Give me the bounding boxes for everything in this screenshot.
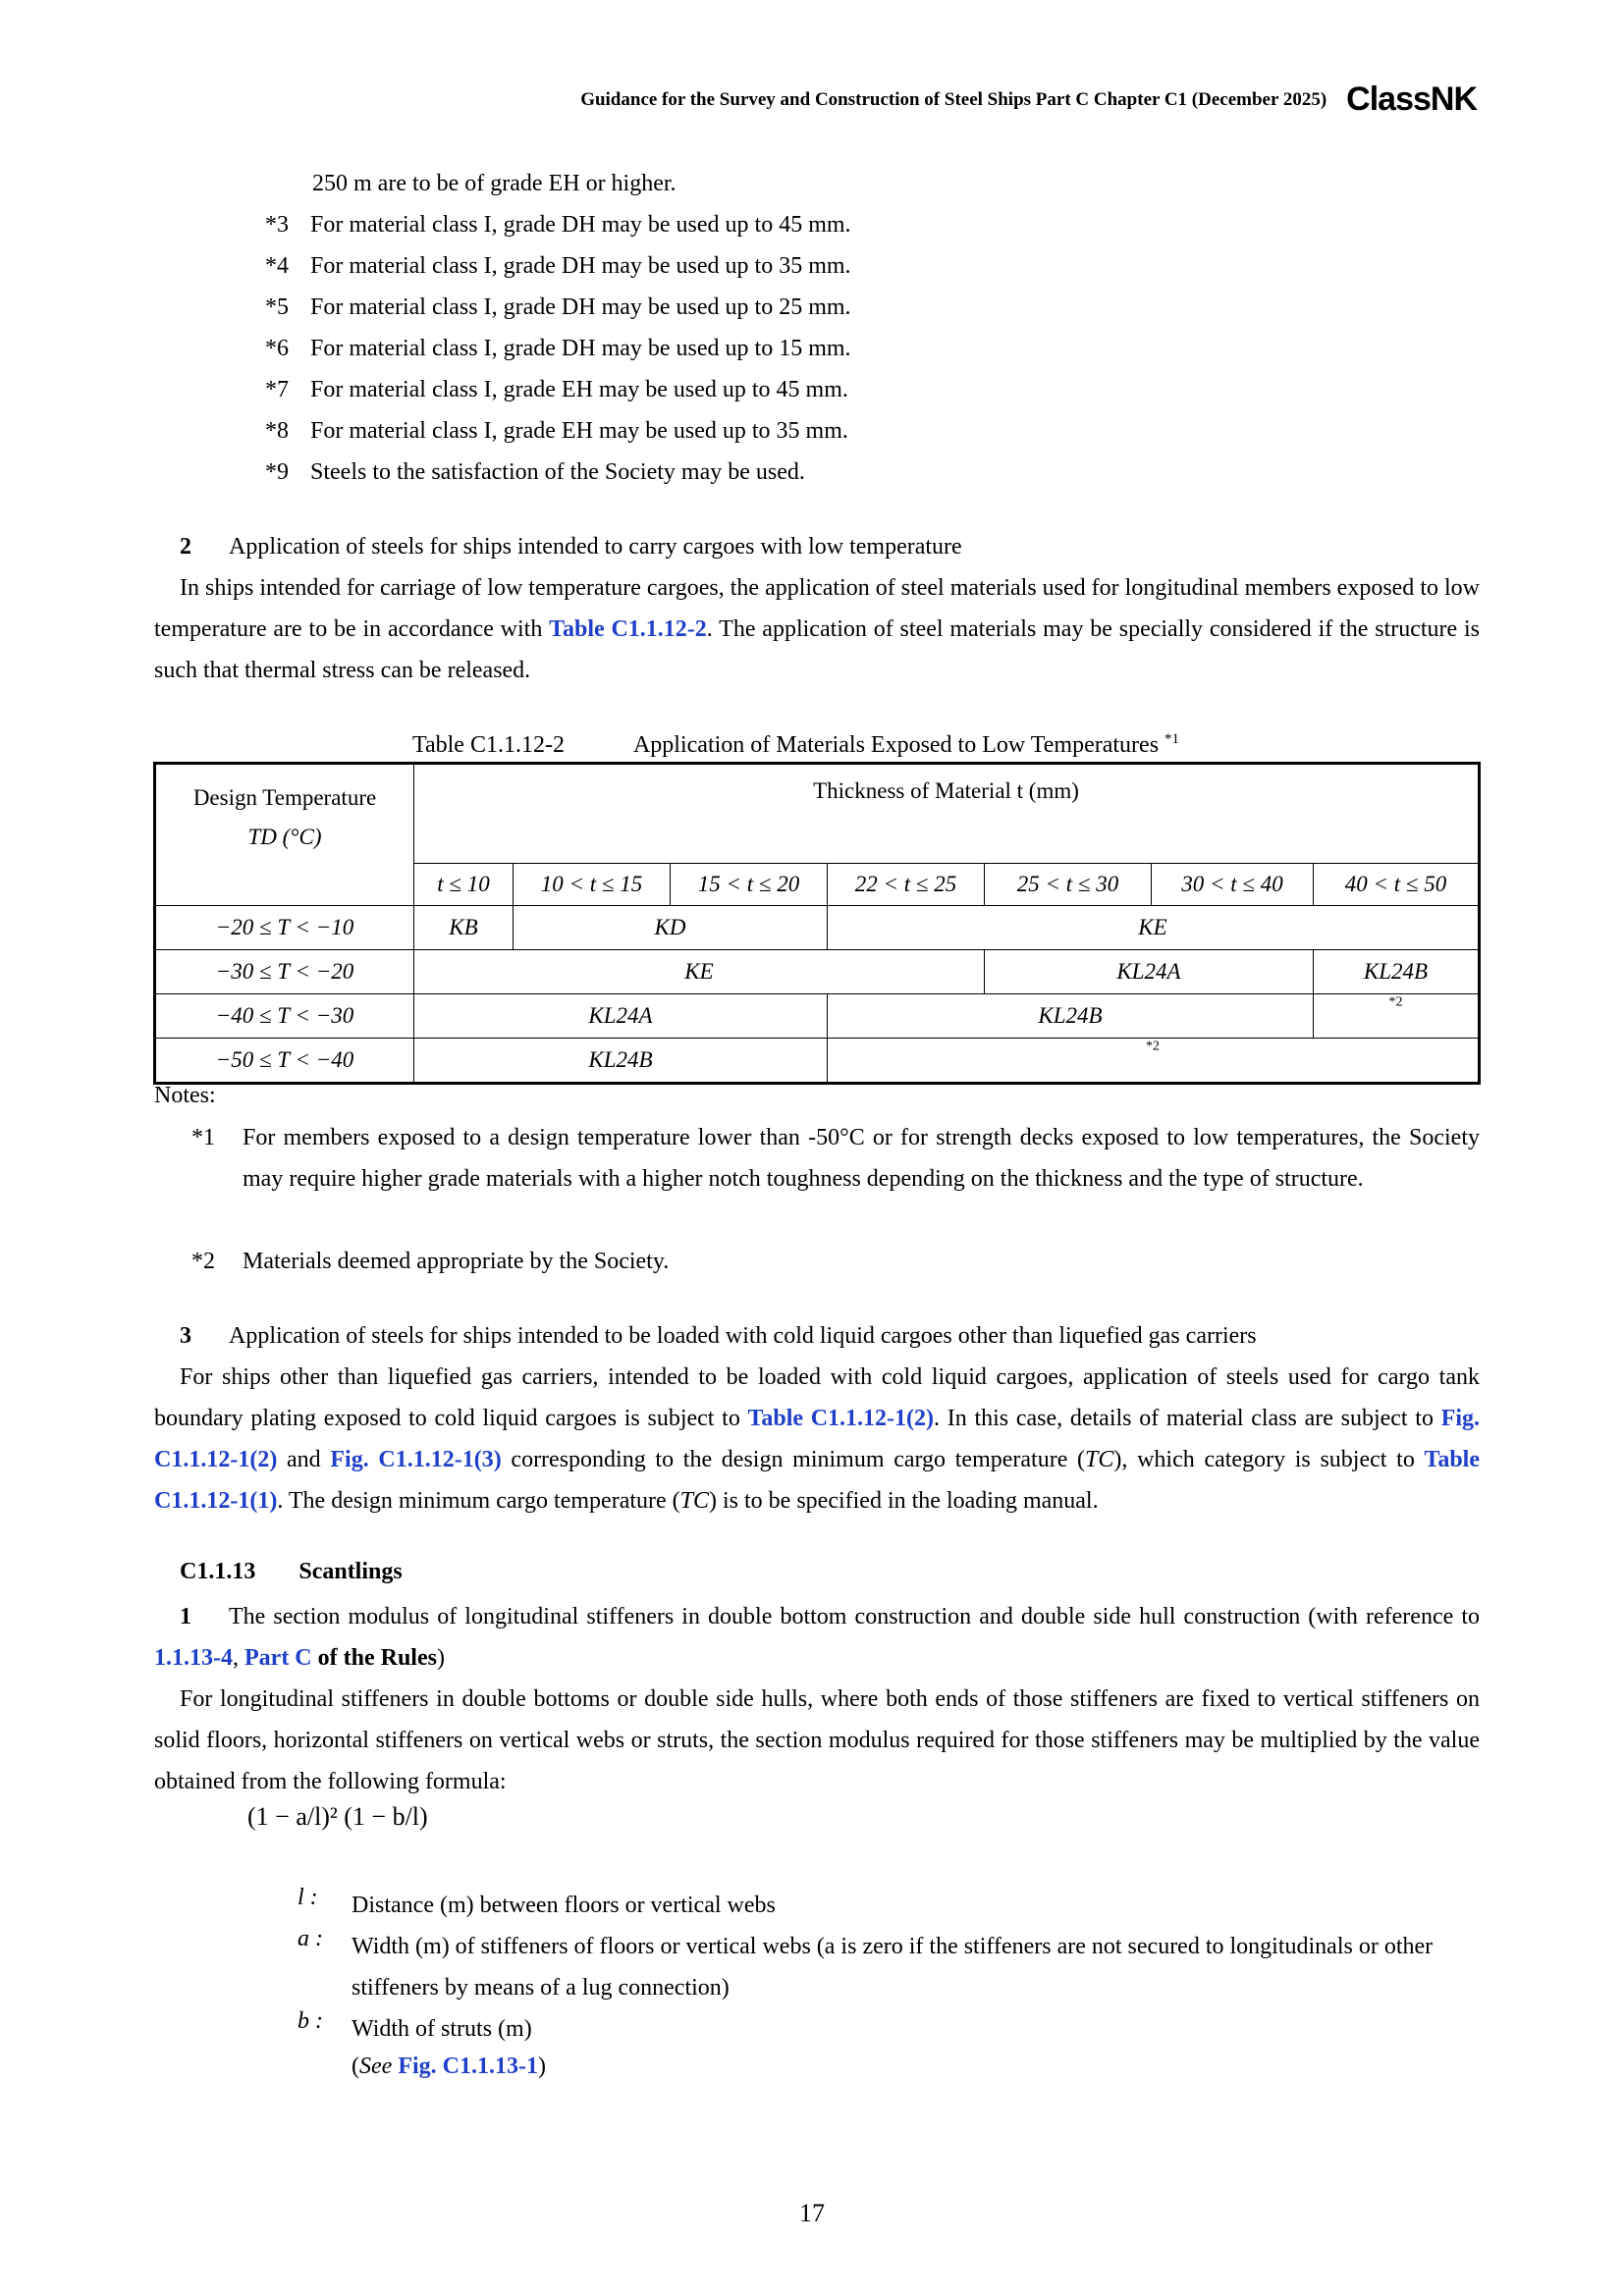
grade-cell: KB (414, 906, 514, 950)
footnote-mark: *2 (191, 1249, 215, 1274)
definition-symbol: b : (298, 2008, 323, 2034)
list-item (312, 169, 677, 198)
note-text: For members exposed to a design temperature lower than -50°C or for strength decks exposed to low temperatures, the Society may require higher grade materials with a higher notch toughness depending on the thickness and the type of structure. (243, 1125, 1480, 1192)
body-text: For ships other than liquefied gas carriers, intended to be loaded with cold liquid cargoes, application of steels used for cargo tank boundary plating exposed to cold liquid cargoes is subject to (154, 1364, 1480, 1431)
figure-link[interactable]: Fig. C1.1.12-1(2) (154, 1406, 1481, 1472)
grade-cell: KL24A (414, 994, 828, 1039)
grade-cell: KL24A (985, 950, 1314, 994)
paragraph-heading-text: Application of steels for ships intended to be loaded with cold liquid cargoes other than liquefied gas carriers (229, 1323, 1257, 1349)
list-item (265, 334, 851, 363)
table-link[interactable]: Table C1.1.12-1(1) (154, 1447, 1480, 1514)
body-text: ( (352, 2054, 359, 2079)
footnote-mark: *4 (265, 253, 289, 279)
design-temperature-header (155, 764, 414, 906)
temperature-cell: −20 ≤ T < −10 (155, 906, 414, 950)
paragraph-number: 2 (180, 534, 191, 560)
paragraph-number: 3 (180, 1323, 191, 1349)
list-item (265, 293, 851, 322)
footnote-mark: *1 (1164, 731, 1180, 747)
thickness-range: 30 < t ≤ 40 (1152, 864, 1314, 906)
section-number: C1.1.13 (180, 1559, 256, 1584)
footnote-mark: *7 (265, 377, 289, 402)
temperature-cell: −30 ≤ T < −20 (155, 950, 414, 994)
body-text: . The design minimum cargo temperature ( (277, 1488, 680, 1514)
paragraph-heading-text: Application of steels for ships intended to carry cargoes with low temperature (229, 534, 962, 560)
grade-cell: KE (828, 906, 1480, 950)
definition-item (298, 1885, 1481, 1926)
list-item (265, 457, 805, 487)
table-caption (412, 731, 1179, 759)
paragraph-heading (180, 1321, 1257, 1351)
body-text: In ships intended for carriage of low temperature cargoes, the application of steel materials used for longitudinal members exposed to low temperature are to be in accordance with (154, 575, 1480, 642)
body-text: ), which category is subject to (1113, 1447, 1425, 1472)
notes-heading: Notes: (154, 1083, 216, 1108)
note-item (154, 1241, 1480, 1282)
body-text: . In this case, details of material class are subject to (934, 1406, 1441, 1431)
rule-link[interactable]: Part C (244, 1645, 312, 1671)
body-text: ) (436, 1645, 445, 1671)
body-text: of the Rules (311, 1645, 437, 1671)
definition-item (298, 2008, 1481, 2050)
body-text: . The application of steel materials may be specially considered if the structure is such that thermal stress can be released. (154, 616, 1481, 683)
paragraph-body (154, 1357, 1480, 1522)
list-item (265, 416, 848, 446)
page-header (580, 80, 1477, 119)
paragraph-body: For longitudinal stiffeners in double bottoms or double side hulls, where both ends of those stiffeners are fixed to vertical stiffeners on solid floors, horizontal stiffeners on vertical webs or struts, the section modulus required for those stiffeners may be multiplied by the value obtained from the following formula: (154, 1686, 1480, 1794)
thickness-header: Thickness of Material t (mm) (414, 764, 1480, 864)
formula: (1 − a/l)² (1 − b/l) (247, 1802, 428, 1831)
table-title: Application of Materials Exposed to Low Temperatures (632, 732, 1160, 758)
table-link[interactable]: Table C1.1.12-1(2) (747, 1406, 935, 1431)
header-label: Design Temperature (192, 785, 377, 810)
grade-cell: KL24B (414, 1039, 828, 1084)
list-item-text: For material class I, grade EH may be used up to 45 mm. (310, 377, 848, 402)
symbol-tc: TC (1085, 1447, 1114, 1472)
paragraph-heading (154, 1596, 1480, 1679)
thickness-range: t ≤ 10 (414, 864, 514, 906)
footnote-mark: *2 (1388, 994, 1403, 1010)
symbol-tc: TC (679, 1488, 710, 1514)
figure-link[interactable]: Fig. C1.1.12-1(3) (330, 1447, 502, 1472)
thickness-range: 40 < t ≤ 50 (1314, 864, 1480, 906)
body-text: ) is to be specified in the loading manual. (709, 1488, 1099, 1514)
grade-cell: KL24B (1314, 950, 1480, 994)
footnote-mark: *1 (191, 1125, 215, 1150)
thickness-range: 25 < t ≤ 30 (985, 864, 1152, 906)
footnote-mark: *2 (1146, 1039, 1160, 1054)
materials-table (153, 762, 1481, 1085)
definition-symbol: l : (298, 1885, 318, 1910)
list-item (265, 210, 851, 240)
note-item (154, 1117, 1480, 1200)
paragraph-body (154, 567, 1480, 691)
section-heading (180, 1559, 403, 1585)
footnote-mark: *3 (265, 212, 289, 238)
table-row (155, 994, 1480, 1039)
thickness-range: 10 < t ≤ 15 (514, 864, 671, 906)
note-text: Materials deemed appropriate by the Society. (243, 1249, 670, 1274)
footnote-mark: *8 (265, 418, 289, 444)
section-title: Scantlings (298, 1559, 403, 1584)
definition-symbol: a : (298, 1926, 323, 1951)
body-text: , (233, 1645, 244, 1671)
list-item-text: For material class I, grade DH may be used up to 15 mm. (310, 336, 851, 361)
header-label: TD (°C) (247, 825, 322, 849)
header-title: Guidance for the Survey and Construction of Steel Ships Part C Chapter C1 (December 2025) (580, 88, 1327, 110)
figure-link[interactable]: Fig. C1.1.13-1 (398, 2054, 538, 2079)
table-header-row (155, 764, 1480, 864)
definition-item (298, 1926, 1481, 2008)
thickness-range: 22 < t ≤ 25 (828, 864, 985, 906)
thickness-range: 15 < t ≤ 20 (671, 864, 828, 906)
body-text: See (359, 2054, 393, 2079)
list-item-text: Steels to the satisfaction of the Society may be used. (310, 459, 805, 485)
table-row (155, 906, 1480, 950)
footnote-mark: *6 (265, 336, 289, 361)
table-row (155, 1039, 1480, 1084)
definition-text: Width of struts (m) (352, 2016, 532, 2042)
table-number: Table C1.1.12-2 (412, 732, 565, 758)
footnote-mark: *9 (265, 459, 289, 485)
grade-cell: KL24B (828, 994, 1314, 1039)
table-row (155, 950, 1480, 994)
list-item-text: For material class I, grade DH may be used up to 25 mm. (310, 294, 851, 320)
definition-text: Width (m) of stiffeners of floors or vertical webs (a is zero if the stiffeners are not secured to longitudinals or other stiffeners by means of a lug connection) (352, 1934, 1434, 2001)
list-item (265, 375, 848, 404)
footnote-mark: *5 (265, 294, 289, 320)
paragraph-heading (180, 532, 962, 561)
table-link[interactable]: Table C1.1.12-2 (549, 616, 707, 642)
grade-cell: KD (514, 906, 828, 950)
body-text: and (277, 1447, 331, 1472)
page-number: 17 (799, 2199, 825, 2227)
list-item-text: 250 m are to be of grade EH or higher. (312, 171, 677, 196)
list-item-text: For material class I, grade DH may be used up to 35 mm. (310, 253, 851, 279)
body-text: ) (537, 2054, 546, 2079)
grade-cell: KE (414, 950, 985, 994)
paragraph-number: 1 (180, 1604, 191, 1629)
temperature-cell: −50 ≤ T < −40 (155, 1039, 414, 1084)
see-reference (352, 2052, 546, 2081)
definition-text: Distance (m) between floors or vertical webs (352, 1893, 776, 1918)
paragraph-heading-text: The section modulus of longitudinal stiffeners in double bottom construction and double side hull construction (with reference to (229, 1604, 1480, 1629)
rule-link[interactable]: 1.1.13-4 (154, 1645, 233, 1671)
temperature-cell: −40 ≤ T < −30 (155, 994, 414, 1039)
list-item (265, 251, 851, 281)
list-item-text: For material class I, grade DH may be used up to 45 mm. (310, 212, 851, 238)
list-item-text: For material class I, grade EH may be used up to 35 mm. (310, 418, 848, 444)
body-text: corresponding to the design minimum cargo temperature ( (501, 1447, 1086, 1472)
classnk-logo: ClassNK (1346, 80, 1477, 118)
